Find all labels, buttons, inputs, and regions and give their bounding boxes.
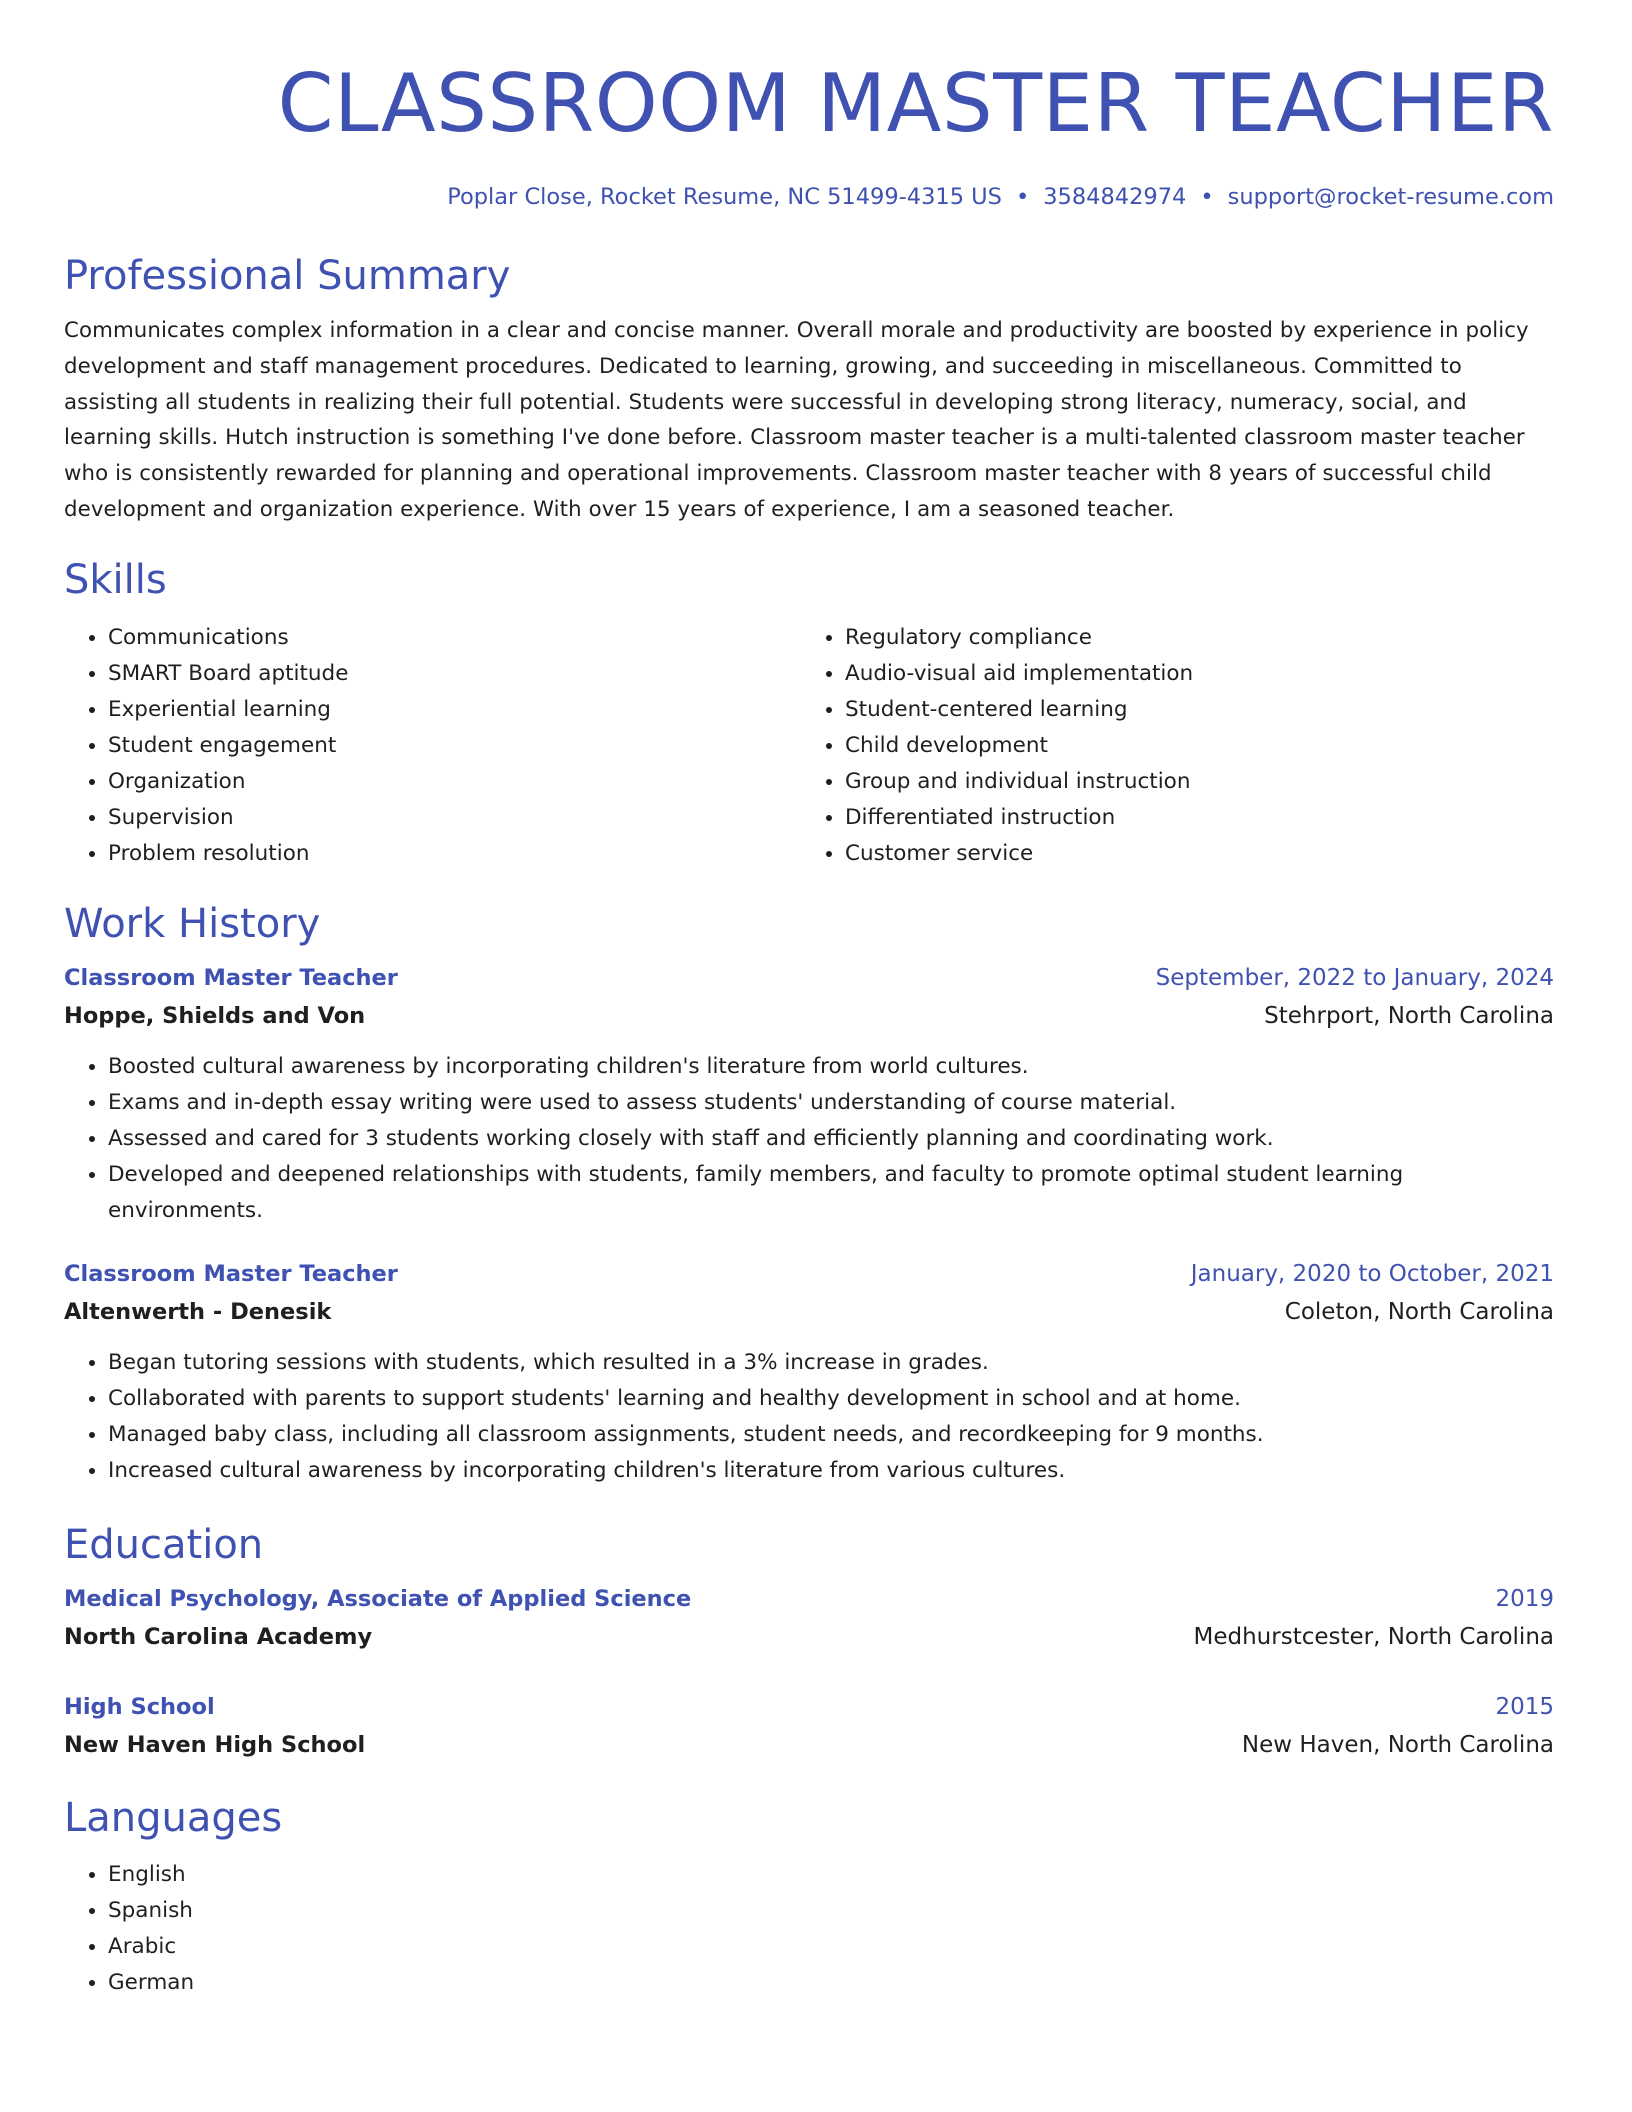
job-company: Hoppe, Shields and Von	[64, 1002, 366, 1029]
school-name: North Carolina Academy	[64, 1623, 373, 1650]
school-name: New Haven High School	[64, 1731, 366, 1758]
skill-item: • Group and individual instruction	[845, 764, 1538, 800]
job-location: Coleton, North Carolina	[1284, 1298, 1554, 1325]
education-subheader	[64, 1618, 1554, 1656]
resume-page	[64, 52, 1554, 2001]
skills-column-right	[801, 620, 1538, 872]
job-title: Classroom Master Teacher	[64, 964, 398, 991]
job-bullet: • Assessed and cared for 3 students working closely with staff and efficiently planning and coordinating work.	[108, 1121, 1554, 1157]
degree: Medical Psychology, Associate of Applied Science	[64, 1585, 692, 1612]
phone[interactable]: 3584842974	[1043, 184, 1187, 210]
language-item: • English	[108, 1857, 1554, 1893]
skill-item: • Child development	[845, 728, 1538, 764]
education-subheader	[64, 1726, 1554, 1764]
school-location: Medhurstcester, North Carolina	[1193, 1623, 1554, 1650]
email-link[interactable]: support@rocket-resume.com	[1227, 184, 1554, 210]
separator-bullet: •	[1015, 184, 1030, 210]
graduation-year: 2015	[1495, 1693, 1554, 1720]
language-item: • Arabic	[108, 1929, 1554, 1965]
languages-heading: Languages	[64, 1794, 283, 1841]
job-dates: January, 2020 to October, 2021	[1190, 1260, 1554, 1287]
skill-item: • Differentiated instruction	[845, 800, 1538, 836]
skill-item: • Experiential learning	[108, 692, 801, 728]
skills-column-left	[64, 620, 801, 872]
job-title: Classroom Master Teacher	[64, 1260, 398, 1287]
skill-item: • Audio-visual aid implementation	[845, 656, 1538, 692]
address: Poplar Close, Rocket Resume, NC 51499-4315 US	[447, 184, 1002, 210]
summary-heading: Professional Summary	[64, 253, 511, 299]
job-bullet: • Managed baby class, including all classroom assignments, student needs, and recordkeeping for 9 months.	[108, 1417, 1554, 1453]
skill-item: • Supervision	[108, 800, 801, 836]
skill-item: • Problem resolution	[108, 836, 801, 872]
skill-item: • SMART Board aptitude	[108, 656, 801, 692]
job-subheader	[64, 997, 1554, 1035]
graduation-year: 2019	[1495, 1585, 1554, 1612]
job-bullet: • Increased cultural awareness by incorporating children's literature from various cultures.	[108, 1453, 1554, 1489]
job-bullet: • Boosted cultural awareness by incorporating children's literature from world cultures.	[108, 1049, 1554, 1085]
job-header	[64, 1255, 1554, 1293]
skill-item: • Communications	[108, 620, 801, 656]
degree: High School	[64, 1693, 215, 1720]
job-header	[64, 959, 1554, 997]
language-item: • German	[108, 1965, 1554, 2001]
education-entry	[64, 1580, 1554, 1656]
job-bullets	[64, 1345, 1554, 1489]
job-entry	[64, 1255, 1554, 1489]
separator-bullet: •	[1200, 184, 1214, 210]
education-header	[64, 1688, 1554, 1726]
languages-list	[64, 1857, 1554, 2001]
contact-line	[64, 182, 1554, 212]
job-bullet: • Collaborated with parents to support students' learning and healthy development in school and at home.	[108, 1381, 1554, 1417]
education-heading: Education	[64, 1521, 264, 1568]
job-bullet: • Began tutoring sessions with students, which resulted in a 3% increase in grades.	[108, 1345, 1554, 1381]
education-entry	[64, 1688, 1554, 1764]
job-bullet: • Developed and deepened relationships with students, family members, and faculty to promote optimal student learning environments.	[108, 1157, 1554, 1229]
skill-item: • Regulatory compliance	[845, 620, 1538, 656]
summary-text: Communicates complex information in a clear and concise manner. Overall morale and productivity are boosted by experience in policy development and staff management procedures. Dedicated to learning, growing, and succeeding in miscellaneous. Committed to assisting all students in realizing their full potential. Students were successful in developing strong literacy, numeracy, social, and learning skills. Hutch instruction is something I've done before. Classroom master teacher is a multi-talented classroom master teacher who is consistently rewarded for planning and operational improvements. Classroom master teacher with 8 years of successful child development and organization experience. With over 15 years of experience, I am a seasoned teacher.	[64, 318, 1529, 522]
skills-heading: Skills	[64, 556, 167, 603]
school-location: New Haven, North Carolina	[1241, 1731, 1554, 1758]
skill-item: • Student engagement	[108, 728, 801, 764]
job-bullet: • Exams and in-depth essay writing were used to assess students' understanding of course material.	[108, 1085, 1554, 1121]
candidate-name: CLASSROOM MASTER TEACHER	[277, 57, 1554, 150]
education-header	[64, 1580, 1554, 1618]
skill-item: • Customer service	[845, 836, 1538, 872]
job-subheader	[64, 1293, 1554, 1331]
job-entry	[64, 959, 1554, 1229]
job-location: Stehrport, North Carolina	[1264, 1002, 1554, 1029]
skills-list	[64, 620, 1554, 872]
skill-item: • Organization	[108, 764, 801, 800]
job-company: Altenwerth - Denesik	[64, 1298, 332, 1325]
job-dates: September, 2022 to January, 2024	[1155, 964, 1554, 991]
work-history-heading: Work History	[64, 900, 321, 947]
job-bullets	[64, 1049, 1554, 1229]
language-item: • Spanish	[108, 1893, 1554, 1929]
skill-item: • Student-centered learning	[845, 692, 1538, 728]
